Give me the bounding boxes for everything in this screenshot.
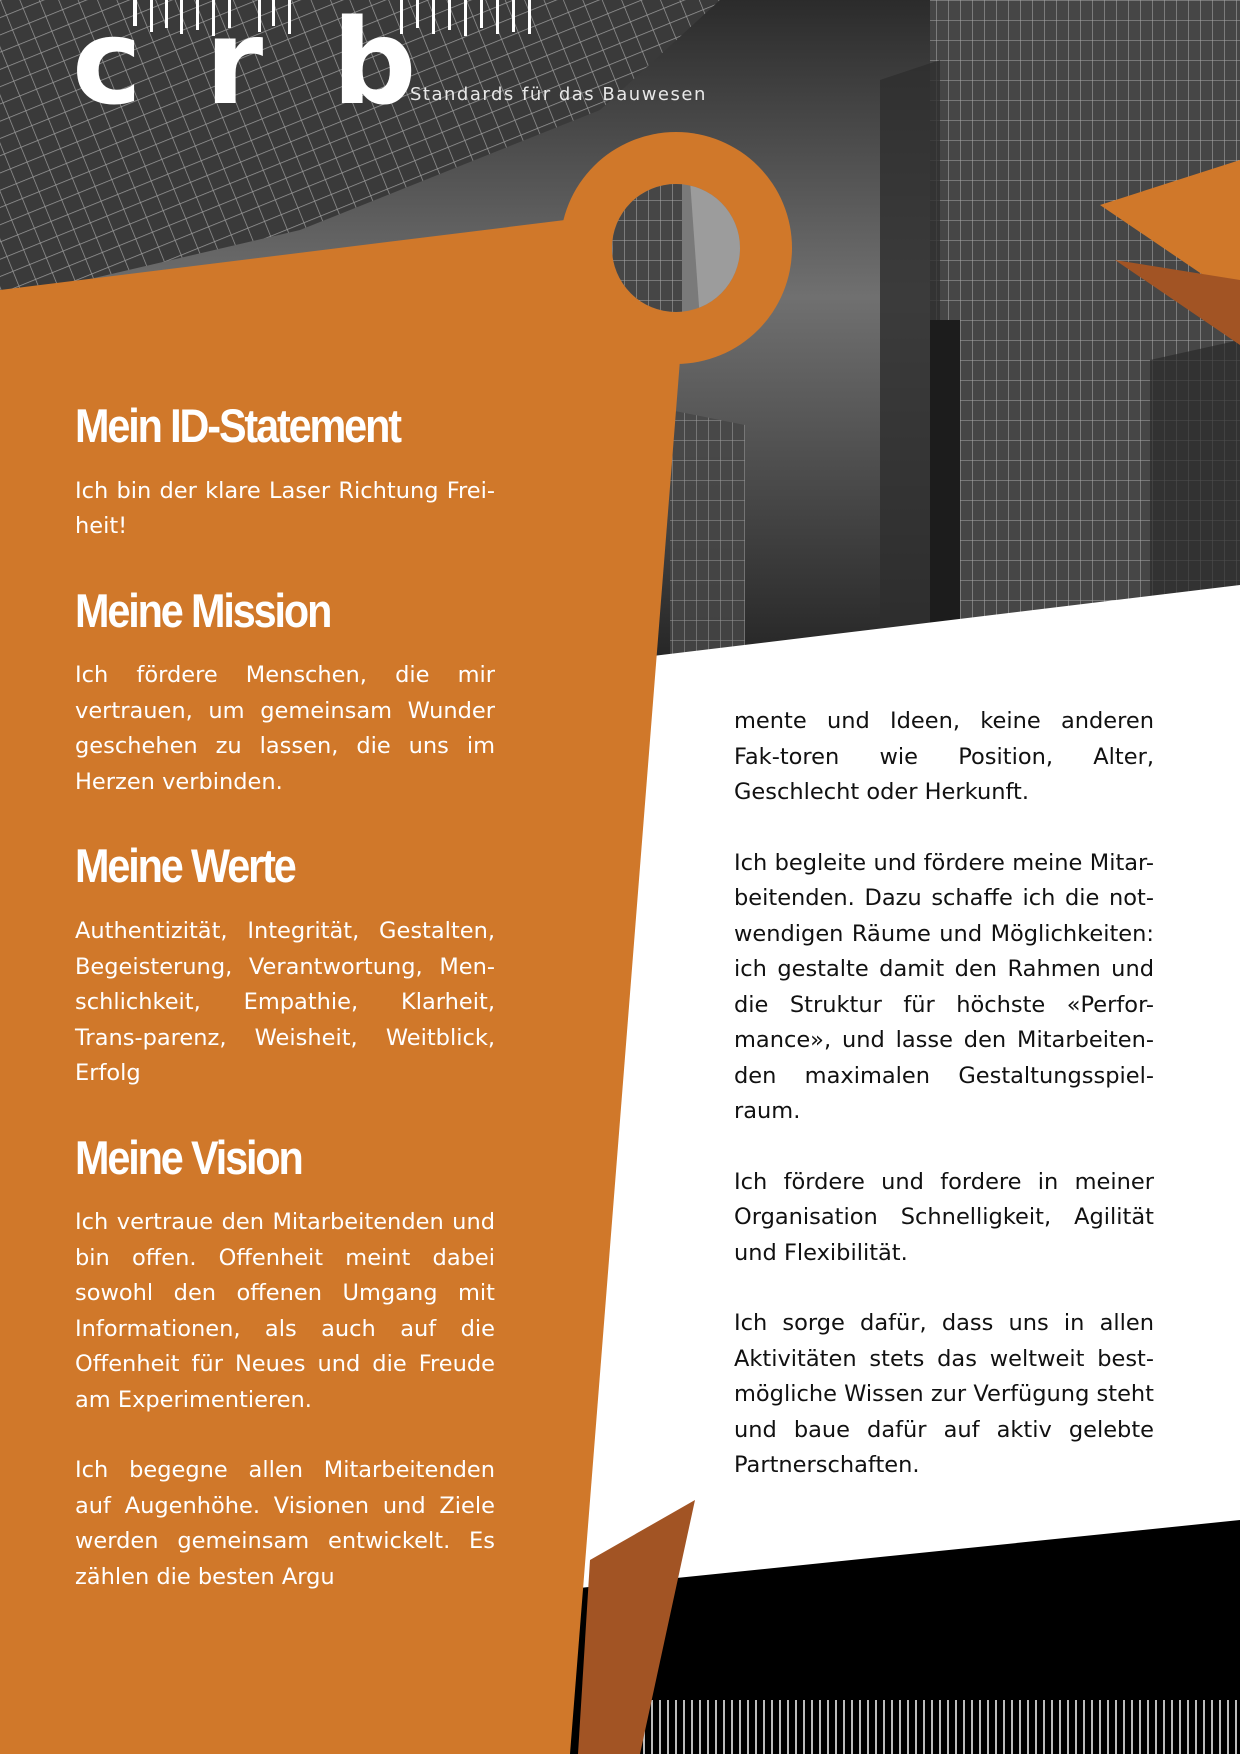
section-mission	[75, 585, 495, 801]
bottom-barcode-stripes	[640, 1700, 1240, 1754]
right-paragraph-2: Ich begleite und fördere meine Mitar-beitenden. Dazu schaffe ich die not-wendigen Räume und Möglichkeiten: ich gestalte damit den Rahmen und die Struktur für höchste «Perfor-mance», und lasse den Mitarbeiten-den maximalen Gestaltungsspiel-raum.	[734, 849, 1154, 1124]
left-column	[75, 400, 495, 1635]
id-statement-text: Ich bin der klare Laser Richtung Frei-heit!	[75, 477, 495, 540]
vision-text-2: Ich begegne allen Mitarbeitenden auf Augenhöhe. Visionen und Ziele werden gemeinsam entwickelt. Es zählen die besten Argu	[75, 1457, 495, 1590]
heading-mission: Meine Mission	[75, 583, 331, 637]
logo-letter-b: b	[332, 0, 417, 131]
logo-tagline: Standards für das Bauwesen	[410, 84, 707, 105]
vision-text-1: Ich vertraue den Mitarbeitenden und bin offen. Offenheit meint dabei sowohl den offenen Umgang mit Informationen, als auch auf die Offenheit für Neues und die Freude am Experimentieren.	[75, 1209, 495, 1413]
heading-values: Meine Werte	[75, 839, 295, 893]
section-vision	[75, 1132, 495, 1596]
heading-id-statement: Mein ID-Statement	[75, 399, 400, 452]
right-paragraph-1: mente und Ideen, keine anderen Fak-toren wie Position, Alter, Geschlecht oder Herkunft.	[734, 708, 1154, 805]
heading-vision: Meine Vision	[75, 1130, 302, 1184]
right-paragraph-3: Ich fördere und fordere in meiner Organisation Schnelligkeit, Agilität und Flexibilität.	[734, 1168, 1154, 1266]
values-text: Authentizität, Integrität, Gestalten, Begeisterung, Verantwortung, Men-schlichkeit, Empathie, Klarheit, Trans-parenz, Weisheit, Weitblick, Erfolg	[75, 918, 495, 1087]
section-id-statement	[75, 400, 495, 545]
section-values	[75, 840, 495, 1091]
logo-letter-r: r	[205, 0, 264, 131]
right-paragraph-4: Ich sorge dafür, dass uns in allen Aktivitäten stets das weltweit best-mögliche Wissen zur Verfügung steht und baue dafür auf aktiv gelebte Partnerschaften.	[734, 1310, 1154, 1478]
logo-letter-c: c	[72, 0, 142, 131]
right-column	[734, 704, 1154, 1484]
mission-text: Ich fördere Menschen, die mir vertrauen, um gemeinsam Wunder geschehen zu lassen, die uns im Herzen verbinden.	[75, 662, 495, 795]
